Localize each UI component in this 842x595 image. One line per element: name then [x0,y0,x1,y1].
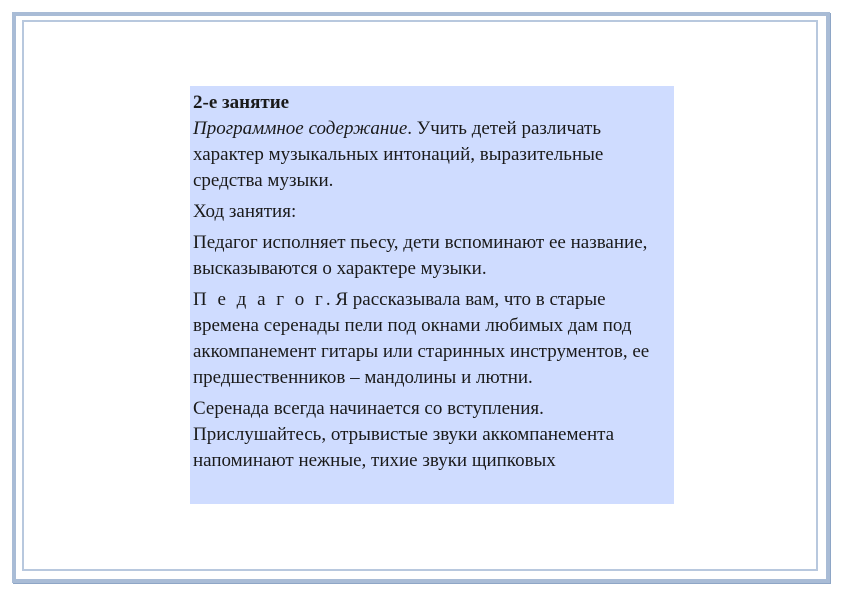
program-content-paragraph [193,116,671,194]
lesson-paragraph-2 [193,287,671,391]
program-content-text: . Учить детей различать характер музыкальных интонаций, выразительные средства музыки. [193,118,604,191]
program-content-label: Программное содержание [193,118,408,139]
speaker-label: П е д а г о г [193,289,326,310]
lesson-title: 2-е занятие [193,92,290,113]
lesson-course-heading: Ход занятия: [193,201,297,222]
lesson-paragraph-3: Серенада всегда начинается со вступления. Прислушайтесь, отрывистые звуки аккомпанемента напоминают нежные, тихие звуки щипковых [193,398,615,471]
lesson-text-box [190,86,674,504]
speaker-speech: . Я рассказывала вам, что в старые времена серенады пели под окнами любимых дам под аккомпанемент гитары или старинных инструментов, ее предшественников – мандолины и лютни. [193,289,650,388]
lesson-paragraph-1: Педагог исполняет пьесу, дети вспоминают ее название, высказываются о характере музыки. [193,232,648,279]
